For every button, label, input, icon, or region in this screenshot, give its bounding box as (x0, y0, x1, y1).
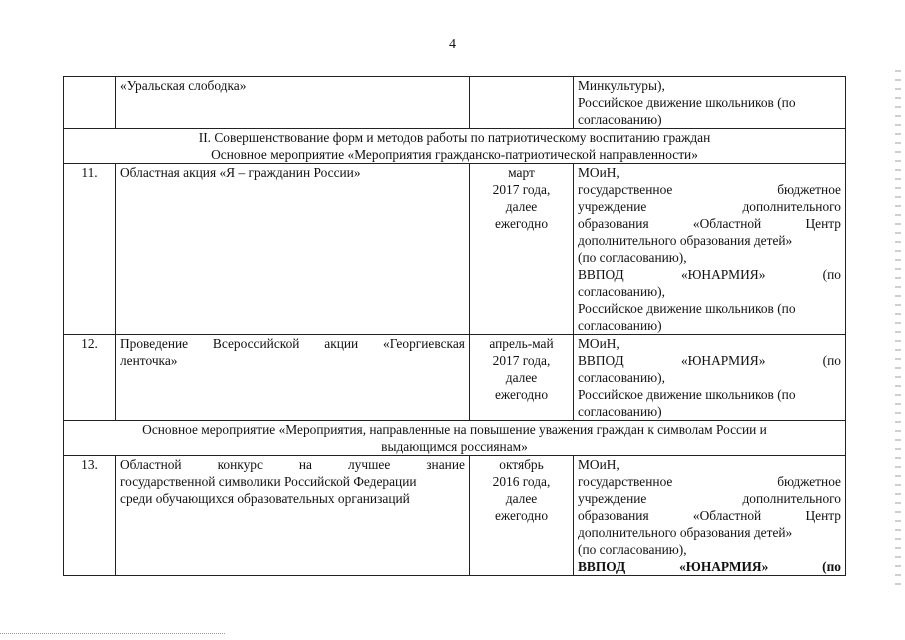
item-responsible-line: Российское движение школьников (по (578, 301, 796, 316)
section-heading-line: Основное мероприятие «Мероприятия гражданско-патриотической направленности» (211, 147, 698, 162)
word: бюджетное (777, 182, 841, 197)
word: «ЮНАРМИЯ» (679, 559, 769, 574)
item-name-line: Областная акция «Я – гражданин России» (120, 165, 361, 180)
item-date-line: март (508, 165, 535, 180)
item-name-line: ленточка» (120, 353, 178, 368)
word: Проведение (120, 336, 189, 351)
section-heading (64, 421, 846, 456)
item-date-line: далее (505, 491, 538, 506)
item-number: 13. (64, 456, 116, 576)
item-date (470, 164, 574, 335)
item-name (116, 77, 470, 129)
word: образования (578, 216, 649, 231)
item-responsible-line: Российское движение школьников (по (578, 95, 796, 110)
word: Центр (805, 508, 841, 523)
item-responsible-line-justified (578, 507, 841, 524)
item-responsible-line: МОиН, (578, 336, 620, 351)
item-responsible-line: согласованию) (578, 112, 662, 127)
item-date (470, 335, 574, 421)
word: Областной (120, 457, 182, 472)
word: «ЮНАРМИЯ» (680, 353, 766, 368)
item-responsible-line-justified (578, 266, 841, 283)
word: образования (578, 508, 649, 523)
item-responsible-line-justified (578, 490, 841, 507)
word: учреждение (578, 199, 647, 214)
item-name (116, 335, 470, 421)
item-date-line: ежегодно (494, 508, 549, 523)
item-responsible-line: (по согласованию), (578, 542, 687, 557)
page-number: 4 (449, 37, 456, 52)
section-heading-line: выдающимся россиянам» (381, 439, 528, 454)
item-responsible (574, 164, 846, 335)
item-responsible (574, 335, 846, 421)
item-responsible-line: (по согласованию), (578, 250, 687, 265)
item-responsible-line-justified (578, 198, 841, 215)
item-responsible-line: МОиН, (578, 165, 620, 180)
item-responsible-line: дополнительного образования детей» (578, 233, 793, 248)
scan-margin-marks (895, 70, 901, 590)
word: «ЮНАРМИЯ» (680, 267, 766, 282)
item-name-line-justified (120, 335, 465, 352)
item-responsible (574, 77, 846, 129)
item-name-line: государственной символики Российской Федерации (120, 474, 417, 489)
item-responsible-line: дополнительного образования детей» (578, 525, 793, 540)
section-heading (64, 129, 846, 164)
word: учреждение (578, 491, 647, 506)
item-name-line: среди обучающихся образовательных организаций (120, 491, 410, 506)
word: (по (822, 559, 841, 574)
word: Центр (805, 216, 841, 231)
item-name-line-justified (120, 456, 465, 473)
word: ВВПОД (578, 353, 624, 368)
word: акции (324, 336, 359, 351)
item-responsible-line: согласованию), (578, 284, 665, 299)
section-heading-line: Основное мероприятие «Мероприятия, направленные на повышение уважения граждан к символам России и (142, 422, 767, 437)
item-name-line: «Уральская слободка» (120, 78, 247, 93)
item-responsible-line: Российское движение школьников (по (578, 387, 796, 402)
item-name (116, 164, 470, 335)
word: (по (822, 267, 841, 282)
item-row (64, 456, 846, 576)
item-date-line: апрель-май (489, 336, 554, 351)
item-date (470, 77, 574, 129)
section-row (64, 421, 846, 456)
word: ВВПОД (578, 267, 624, 282)
item-responsible (574, 456, 846, 576)
item-name (116, 456, 470, 576)
item-responsible-line: согласованию) (578, 404, 662, 419)
item-date-line: октябрь (499, 457, 544, 472)
word: государственное (578, 182, 673, 197)
word: ВВПОД (578, 559, 626, 574)
item-number (64, 77, 116, 129)
item-responsible-line: согласованию), (578, 370, 665, 385)
item-date-line: 2017 года, (492, 353, 551, 368)
events-table-body (64, 77, 846, 576)
section-heading-line: II. Совершенствование форм и методов работы по патриотическому воспитанию граждан (198, 130, 711, 145)
footer-line (0, 633, 225, 634)
item-date-line: ежегодно (494, 387, 549, 402)
word: дополнительного (742, 491, 841, 506)
item-row (64, 77, 846, 129)
word: «Областной (692, 508, 762, 523)
item-responsible-line-justified (578, 558, 841, 575)
word: бюджетное (777, 474, 841, 489)
item-number: 12. (64, 335, 116, 421)
item-row (64, 164, 846, 335)
item-responsible-line-justified (578, 215, 841, 232)
item-responsible-line: Минкультуры), (578, 78, 665, 93)
item-responsible-line-justified (578, 473, 841, 490)
item-responsible-line: МОиН, (578, 457, 620, 472)
word: на (298, 457, 313, 472)
item-responsible-line: согласованию) (578, 318, 662, 333)
word: «Георгиевская (383, 336, 465, 351)
item-responsible-line-justified (578, 181, 841, 198)
word: знание (426, 457, 465, 472)
word: дополнительного (742, 199, 841, 214)
word: (по (822, 353, 841, 368)
word: Всероссийской (212, 336, 300, 351)
item-date-line: 2017 года, (492, 182, 551, 197)
item-date (470, 456, 574, 576)
item-date-line: далее (505, 199, 538, 214)
item-row (64, 335, 846, 421)
item-responsible-line-justified (578, 352, 841, 369)
word: государственное (578, 474, 673, 489)
item-date-line: 2016 года, (492, 474, 551, 489)
item-date-line: далее (505, 370, 538, 385)
events-table (63, 76, 846, 576)
item-number: 11. (64, 164, 116, 335)
section-row (64, 129, 846, 164)
word: конкурс (217, 457, 263, 472)
item-date-line: ежегодно (494, 216, 549, 231)
word: «Областной (692, 216, 762, 231)
word: лучшее (347, 457, 391, 472)
